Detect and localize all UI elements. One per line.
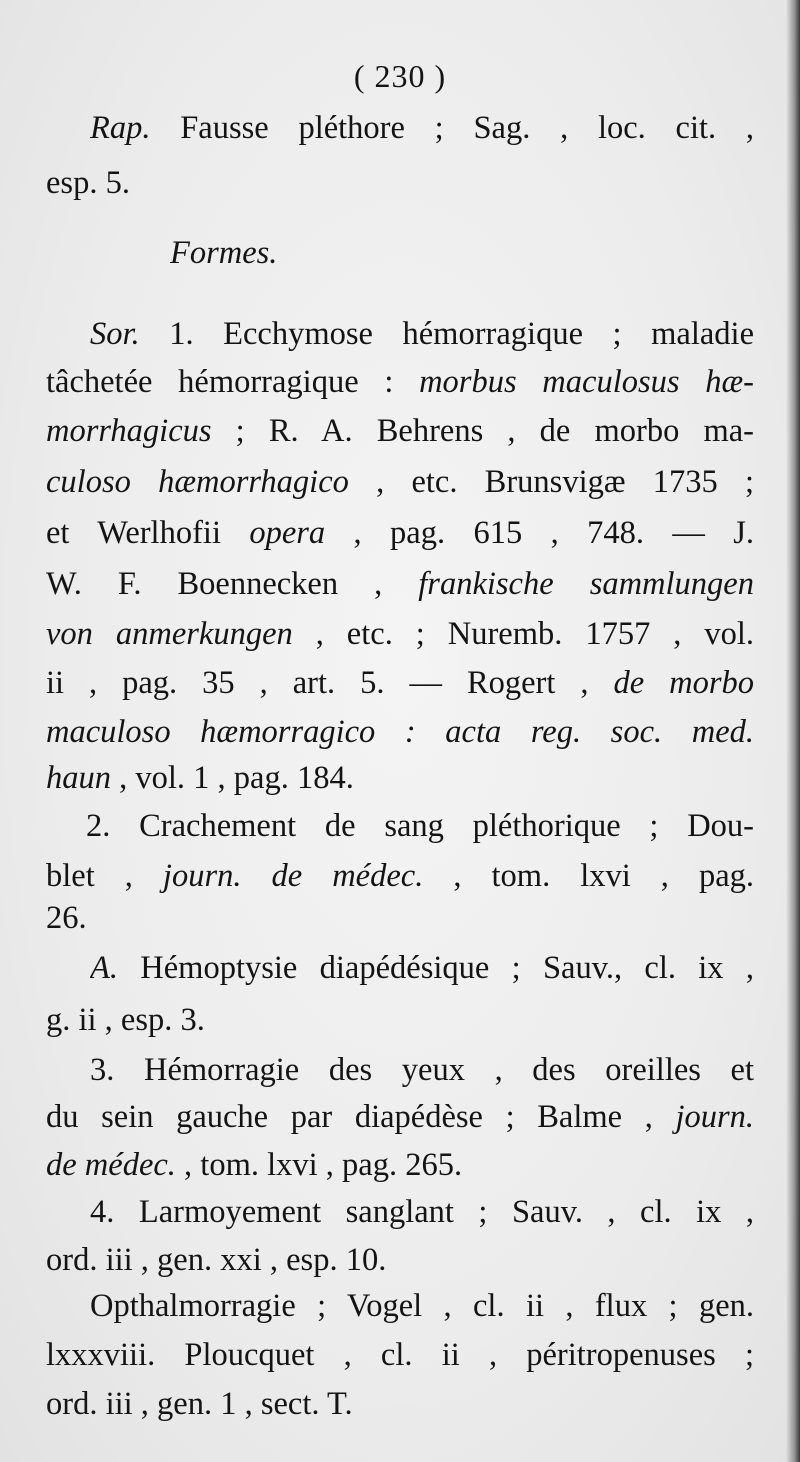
text-line: von anmerkungen , etc. ; Nuremb. 1757 , vol. xyxy=(46,616,754,652)
text-line: 2. Crachement de sang pléthorique ; Dou- xyxy=(86,808,754,844)
text-line: g. ii , esp. 3. xyxy=(46,1002,205,1038)
page-edge-shadow xyxy=(786,0,800,1462)
text-line: tâchetée hémorragique : morbus maculosus hæ- xyxy=(46,364,754,400)
text-line: ord. iii , gen. xxi , esp. 10. xyxy=(46,1242,387,1278)
text-line: W. F. Boennecken , frankische sammlungen xyxy=(46,566,754,602)
text-line: 4. Larmoyement sanglant ; Sauv. , cl. ix , xyxy=(90,1194,754,1230)
text-line: morrhagicus ; R. A. Behrens , de morbo ma- xyxy=(46,413,754,449)
text-line: ii , pag. 35 , art. 5. — Rogert , de morbo xyxy=(46,665,754,701)
text-line: 26. xyxy=(46,900,87,936)
text-line: esp. 5. xyxy=(46,165,130,201)
text-line: 3. Hémorragie des yeux , des oreilles et xyxy=(90,1052,754,1088)
section-heading: Formes. xyxy=(170,235,278,271)
text-line: A. Hémoptysie diapédésique ; Sauv., cl. ix , xyxy=(90,950,754,986)
text-line: Sor. 1. Ecchymose hémorragique ; maladie xyxy=(90,316,754,352)
text-line: lxxxviii. Ploucquet , cl. ii , péritropenuses ; xyxy=(46,1337,754,1373)
text-line: du sein gauche par diapédèse ; Balme , journ. xyxy=(46,1099,754,1135)
page-number: ( 230 ) xyxy=(353,58,447,94)
text-line: blet , journ. de médec. , tom. lxvi , pag. xyxy=(46,858,754,894)
text-line: et Werlhofii opera , pag. 615 , 748. — J. xyxy=(46,515,754,551)
text-line: de médec. , tom. lxvi , pag. 265. xyxy=(46,1147,463,1183)
text-line: maculoso hæmorragico : acta reg. soc. med. xyxy=(46,714,754,750)
text-line: ord. iii , gen. 1 , sect. T. xyxy=(46,1386,353,1422)
text-line: haun , vol. 1 , pag. 184. xyxy=(46,760,354,796)
text-line: culoso hæmorrhagico , etc. Brunsvigæ 1735 ; xyxy=(46,464,754,500)
text-line: Rap. Fausse pléthore ; Sag. , loc. cit. , xyxy=(90,110,754,146)
text-line: Opthalmorragie ; Vogel , cl. ii , flux ; gen. xyxy=(90,1288,754,1324)
